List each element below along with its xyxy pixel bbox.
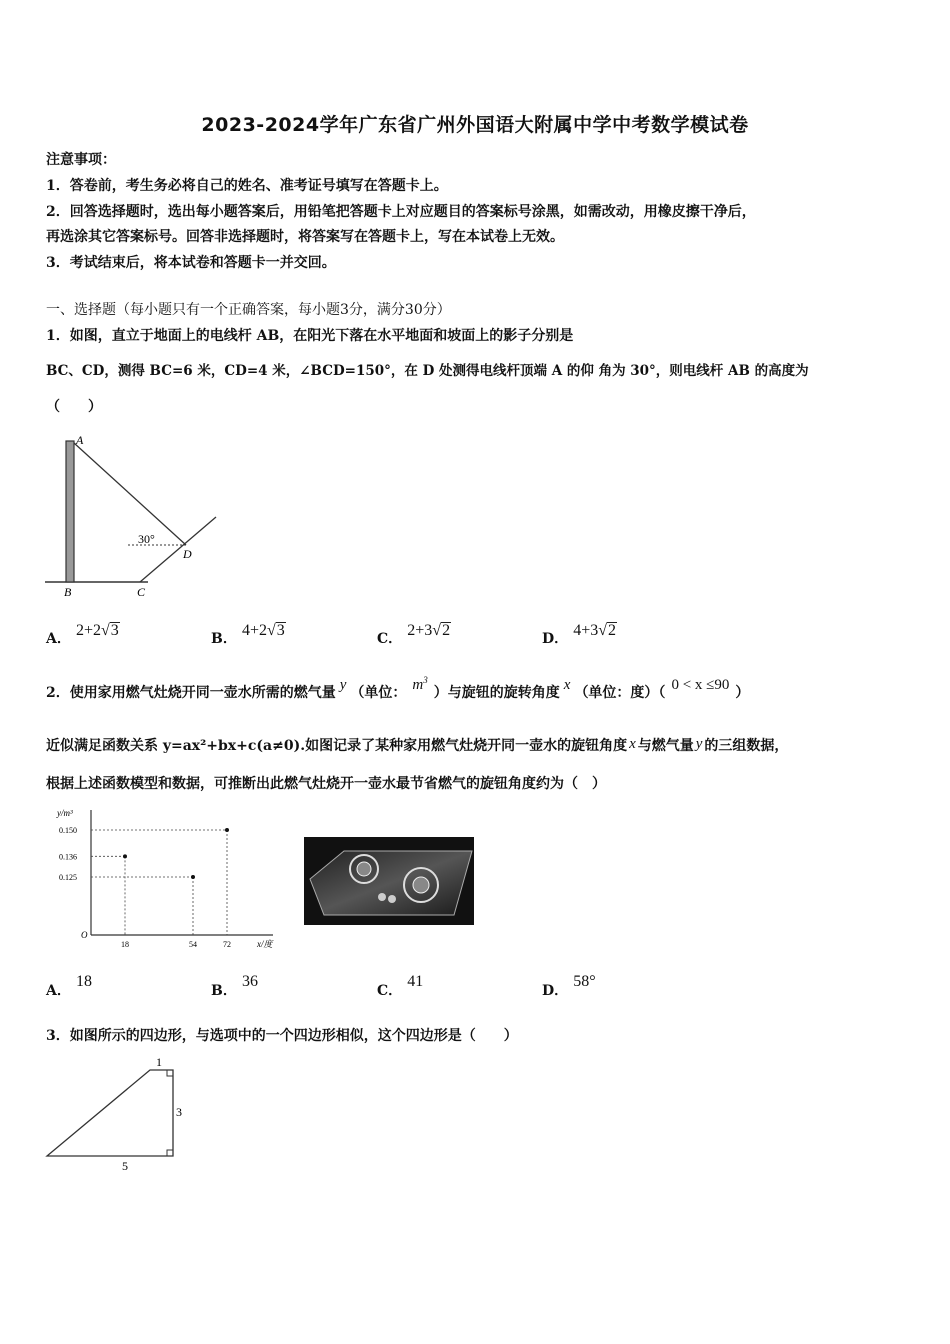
- q1-stem-line1: 1．如图，直立于地面上的电线杆 AB，在阳光下落在水平地面和坡面上的影子分别是: [46, 328, 574, 344]
- q2-chart: [55, 800, 295, 955]
- x-tick-label: 54: [189, 940, 197, 949]
- option-value: 4+2√3: [241, 622, 285, 639]
- pole-ab: [66, 441, 74, 582]
- notice-item-2-cont: 再选涂其它答案标号。回答非选择题时，将答案写在答题卡上，写在本试卷上无效。: [46, 229, 564, 245]
- q2-stem-line2: 近似满足函数关系 y=ax²+bx+c(a≠0).如图记录了某种家用燃气灶烧开同一壶水的旋钮角度 x 与燃气量 y 的三组数据，: [46, 736, 789, 754]
- q1-option-b[interactable]: [211, 620, 286, 647]
- option-value: 58°: [573, 973, 596, 990]
- sun-ray-line: [74, 443, 186, 545]
- q3-figure: [40, 1052, 200, 1177]
- option-letter: B．: [211, 983, 237, 999]
- knob-left: [378, 893, 386, 901]
- q2-stem-line3: 根据上述函数模型和数据，可推断出此燃气灶烧开一壶水最节省燃气的旋钮角度约为（ ）: [46, 776, 606, 792]
- right-angle-mark-bottom: [167, 1150, 173, 1156]
- label-b: B: [64, 585, 72, 599]
- label-a: A: [76, 433, 84, 447]
- knob-right: [388, 895, 396, 903]
- option-letter: D．: [542, 631, 569, 647]
- gas-stove-photo: [304, 837, 474, 925]
- notice-item-3: 3．考试结束后，将本试卷和答题卡一并交回。: [46, 255, 336, 271]
- option-letter: B．: [211, 631, 237, 647]
- label-d: D: [183, 547, 192, 561]
- option-letter: A．: [46, 631, 71, 647]
- y-tick-label: 0.125: [59, 873, 77, 882]
- notice-heading: 注意事项：: [46, 152, 116, 168]
- option-letter: C．: [377, 631, 403, 647]
- q2-option-b[interactable]: [211, 971, 258, 999]
- notice-item-1: 1．答卷前，考生务必将自己的姓名、准考证号填写在答题卡上。: [46, 178, 448, 194]
- q1-figure: [40, 432, 230, 602]
- q2-stem-line1: 2．使用家用燃气灶烧开同一壶水所需的燃气量 y （单位： $m^3$）与旋钮的旋转角度 x （单位：度）（ 0 < x ≤90 ）: [46, 675, 750, 701]
- q2-option-a[interactable]: [46, 971, 92, 999]
- option-value: 36: [241, 973, 258, 990]
- quadrilateral: [47, 1070, 173, 1156]
- section-heading: 一、选择题（每小题只有一个正确答案，每小题3分，满分30分）: [46, 302, 451, 318]
- option-letter: A．: [46, 983, 71, 999]
- option-value: 2+2√3: [75, 622, 119, 639]
- option-value: 4+3√2: [573, 622, 617, 639]
- y-tick-label: 0.150: [59, 826, 77, 835]
- label-top: 1: [156, 1055, 162, 1069]
- slope-line: [140, 517, 216, 582]
- y-axis-label: y/m³: [57, 808, 73, 818]
- angle-label: 30°: [138, 532, 155, 546]
- x-tick-label: 18: [121, 940, 129, 949]
- x-axis-label: x/度: [257, 939, 273, 949]
- label-right: 3: [176, 1105, 182, 1119]
- data-point: [225, 828, 229, 832]
- option-value: 2+3√2: [407, 622, 451, 639]
- option-letter: C．: [377, 983, 403, 999]
- q2-option-c[interactable]: [377, 971, 424, 999]
- origin-label: O: [81, 930, 88, 940]
- q1-option-d[interactable]: [542, 620, 617, 647]
- option-value: 41: [407, 973, 424, 990]
- q1-stem-line2: BC、CD，测得 BC=6 米，CD=4 米，∠BCD=150°，在 D 处测得电线杆顶端 A 的仰 角为 30°，则电线杆 AB 的高度为: [46, 363, 809, 379]
- data-point: [123, 854, 127, 858]
- q3-stem: 3．如图所示的四边形，与选项中的一个四边形相似，这个四边形是（ ）: [46, 1028, 518, 1044]
- q1-option-c[interactable]: [377, 620, 451, 647]
- label-c: C: [137, 585, 146, 599]
- data-point: [191, 875, 195, 879]
- q2-option-d[interactable]: [542, 971, 596, 999]
- y-tick-label: 0.136: [59, 852, 77, 862]
- q1-option-a[interactable]: [46, 620, 120, 647]
- q1-answer-paren: （ ）: [46, 399, 102, 415]
- right-angle-mark-top: [167, 1070, 173, 1076]
- label-bottom: 5: [122, 1159, 128, 1173]
- x-tick-label: 72: [223, 940, 231, 949]
- option-letter: D．: [542, 983, 569, 999]
- notice-item-2: 2．回答选择题时，选出每小题答案后，用铅笔把答题卡上对应题目的答案标号涂黑，如需改动，用橡皮擦干净后，: [46, 204, 756, 220]
- option-value: 18: [75, 973, 92, 990]
- page-title: 2023-2024学年广东省广州外国语大附属中学中考数学模试卷: [201, 114, 749, 136]
